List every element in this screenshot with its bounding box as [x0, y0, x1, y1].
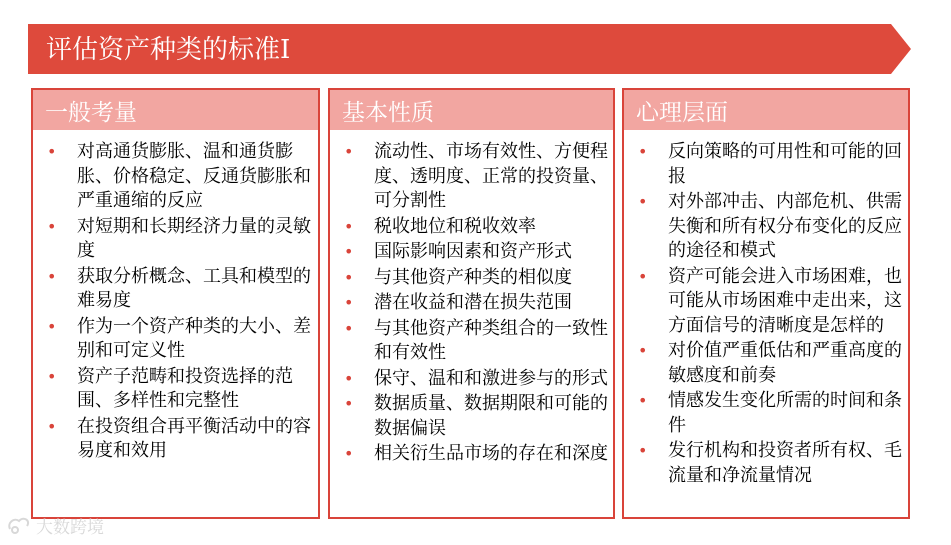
column-header-label: 心理层面: [636, 99, 728, 126]
list-item: • 获取分析概念、工具和模型的难易度: [47, 265, 311, 311]
list-item: • 潜在收益和潜在损失范围: [344, 291, 609, 316]
list-item: • 资产可能会进入市场困难，也可能从市场困难中走出来，这方面信号的清晰度是怎样的: [638, 265, 902, 336]
bullet-icon: •: [638, 192, 648, 211]
criteria-list: [330, 132, 613, 467]
watermark: [6, 512, 104, 538]
bullet-icon: •: [344, 142, 354, 161]
bullet-icon: •: [47, 416, 57, 436]
column-header: [624, 90, 908, 132]
bullet-icon: •: [344, 242, 354, 261]
column-header-label: 基本性质: [342, 99, 434, 126]
column-header: [330, 90, 613, 132]
bullet-icon: •: [344, 368, 354, 388]
list-item: • 流动性、市场有效性、方便程度、透明度、正常的投资量、可分割性: [344, 141, 608, 211]
bullet-icon: •: [344, 394, 354, 413]
list-item: • 对价值严重低估和严重高度的敏感度和前奏: [638, 340, 902, 386]
list-item: • 对外部冲击、内部危机、供需失衡和所有权分布变化的反应的途径和模式: [638, 191, 902, 261]
column-basic-properties: [328, 88, 615, 519]
column-header-label: 一般考量: [45, 99, 137, 126]
column-general-considerations: [31, 88, 320, 519]
bullet-icon: •: [344, 293, 354, 312]
bullet-icon: •: [638, 341, 648, 360]
bullet-icon: •: [344, 444, 354, 463]
bullet-icon: •: [638, 266, 648, 286]
list-item: • 反向策略的可用性和可能的回报: [638, 141, 902, 187]
page-title: 评估资产种类的标准Ⅰ: [46, 35, 291, 65]
bullet-icon: •: [638, 441, 648, 460]
bullet-icon: •: [47, 216, 57, 236]
list-item: • 在投资组合再平衡活动中的容易度和效用: [47, 415, 311, 461]
bullet-icon: •: [344, 318, 354, 338]
watermark-text: 大数跨境: [36, 517, 104, 538]
list-item: • 数据质量、数据期限和可能的数据偏误: [344, 393, 608, 439]
criteria-list: [33, 132, 318, 464]
list-item: • 资产子范畴和投资选择的范围、多样性和完整性: [47, 365, 293, 411]
list-item: • 作为一个资产种类的大小、差别和可定义性: [47, 315, 311, 361]
criteria-list: [624, 132, 908, 488]
bullet-icon: •: [638, 142, 648, 161]
bullet-icon: •: [47, 366, 57, 386]
bullet-icon: •: [344, 267, 354, 287]
list-item: • 与其他资产种类组合的一致性和有效性: [344, 317, 608, 363]
bullet-icon: •: [47, 266, 57, 286]
list-item: • 与其他资产种类的相似度: [344, 266, 609, 291]
bullet-icon: •: [47, 142, 57, 161]
list-item: • 保守、温和和激进参与的形式: [344, 367, 609, 392]
column-psychological-aspects: [622, 88, 910, 519]
list-item: • 国际影响因素和资产形式: [344, 240, 609, 265]
column-header: [33, 90, 318, 132]
bullet-icon: •: [47, 316, 57, 336]
list-item: • 发行机构和投资者所有权、毛流量和净流量情况: [638, 440, 902, 486]
bullet-icon: •: [344, 216, 354, 236]
list-item: • 对短期和长期经济力量的灵敏度: [47, 215, 311, 261]
list-item: • 相关衍生品市场的存在和深度: [344, 442, 609, 467]
brand-logo-icon: [6, 514, 32, 536]
list-item: • 税收地位和税收效率: [344, 215, 609, 240]
bullet-icon: •: [638, 391, 648, 410]
list-item: • 对高通货膨胀、温和通货膨胀、价格稳定、反通货膨胀和严重通缩的反应: [47, 141, 311, 211]
list-item: • 情感发生变化所需的时间和条件: [638, 390, 902, 436]
